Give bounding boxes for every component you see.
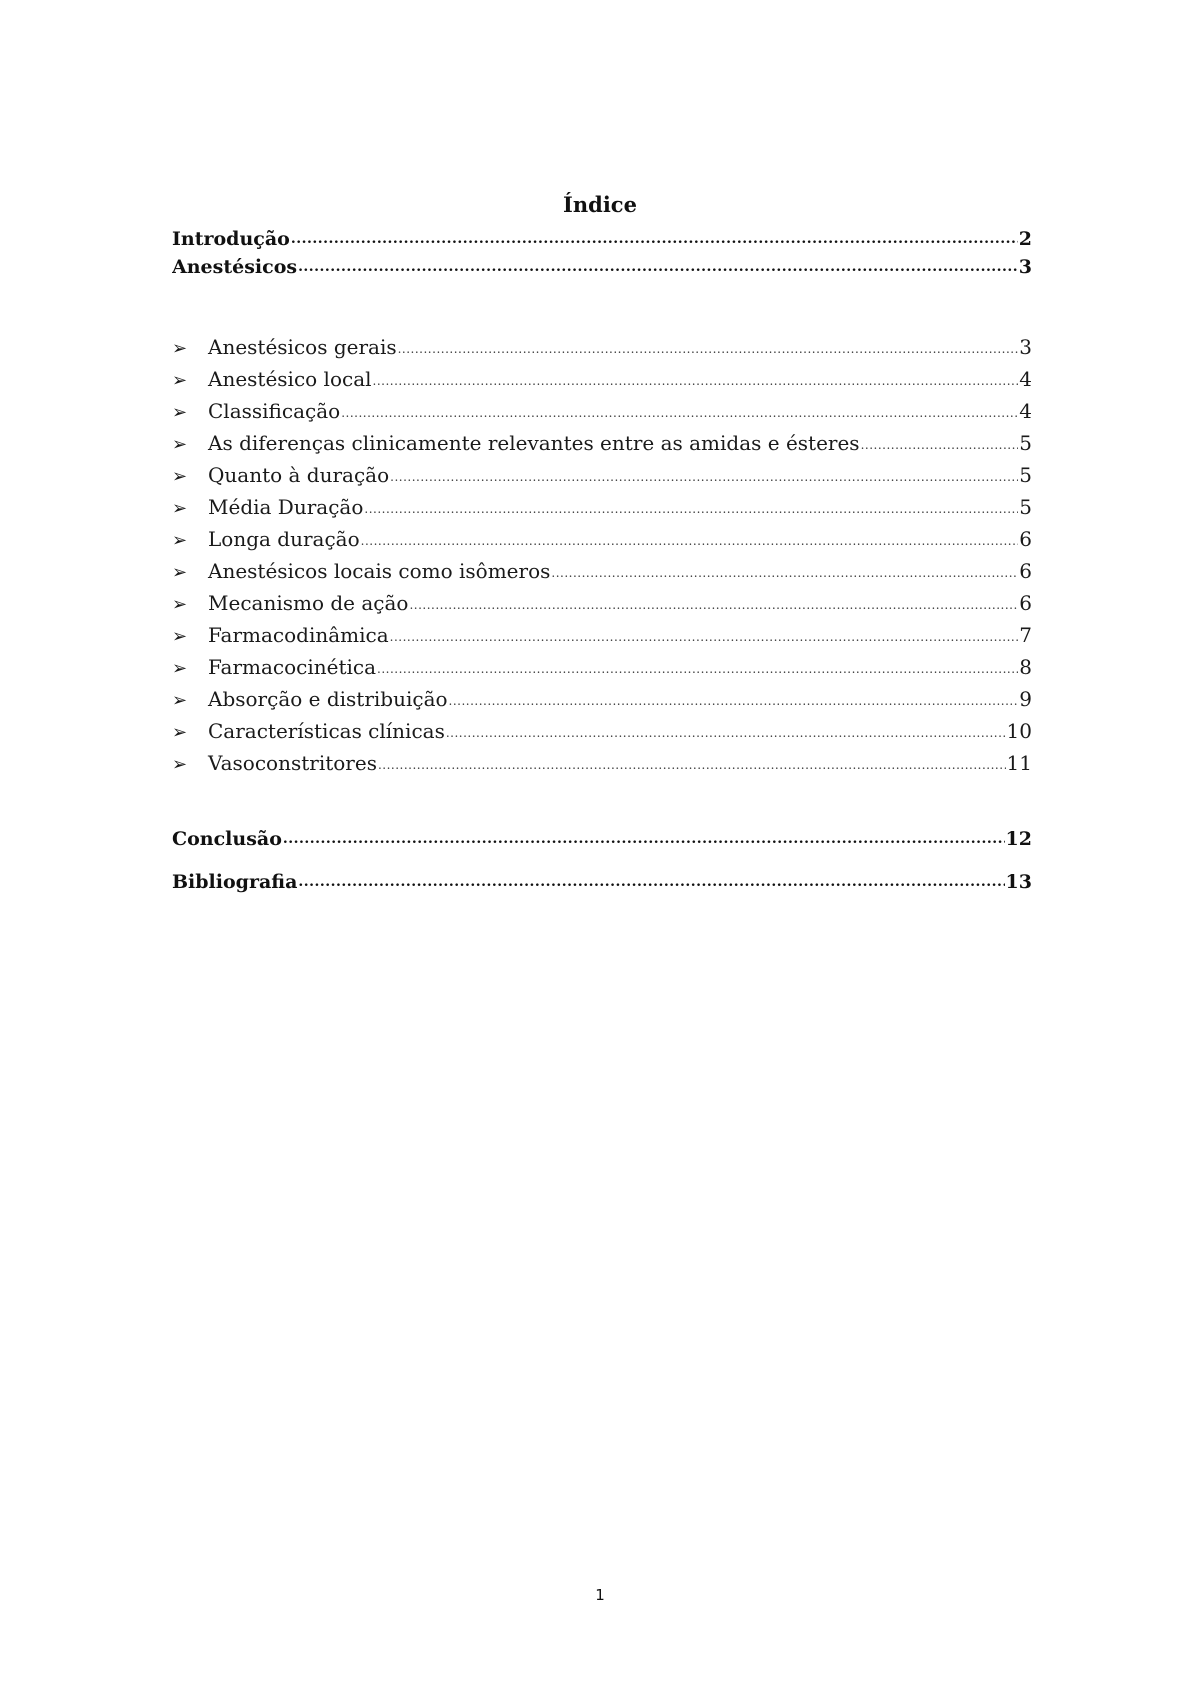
toc-entry-label: Bibliografia bbox=[172, 871, 298, 893]
arrow-bullet-icon: ➢ bbox=[172, 370, 188, 391]
toc-entry-label: Longa duração bbox=[208, 527, 360, 551]
toc-sub-entry bbox=[172, 494, 1032, 519]
dot-leader bbox=[861, 430, 1019, 450]
toc-entry-page: 6 bbox=[1019, 591, 1032, 615]
toc-sub-entry bbox=[172, 622, 1032, 647]
toc-entry-label: Anestésicos bbox=[172, 256, 298, 278]
arrow-bullet-icon: ➢ bbox=[172, 658, 188, 679]
toc-entry-label: Classificação bbox=[208, 399, 341, 423]
dot-leader bbox=[298, 869, 1004, 888]
dot-leader bbox=[291, 226, 1018, 245]
toc-entry-page: 2 bbox=[1018, 228, 1032, 250]
toc-entry-page: 3 bbox=[1018, 256, 1032, 278]
dot-leader bbox=[409, 590, 1018, 610]
toc-entry-page: 10 bbox=[1006, 719, 1032, 743]
arrow-bullet-icon: ➢ bbox=[172, 402, 188, 423]
dot-leader bbox=[377, 654, 1018, 674]
toc-entry-label: Características clínicas bbox=[208, 719, 445, 743]
toc-entry-page: 4 bbox=[1019, 399, 1032, 423]
toc-entry-page: 5 bbox=[1019, 495, 1032, 519]
toc-entry-label: Mecanismo de ação bbox=[208, 591, 409, 615]
dot-leader bbox=[361, 526, 1019, 546]
arrow-bullet-icon: ➢ bbox=[172, 338, 188, 359]
dot-leader bbox=[551, 558, 1018, 578]
toc-sub-entry bbox=[172, 334, 1032, 359]
toc-entry-page: 5 bbox=[1019, 463, 1032, 487]
dot-leader bbox=[283, 826, 1005, 845]
toc-entry-page: 5 bbox=[1019, 431, 1032, 455]
toc-sub-entry bbox=[172, 590, 1032, 615]
toc-sub-entry bbox=[172, 430, 1032, 455]
toc-entry-label: Farmacocinética bbox=[208, 655, 377, 679]
toc-entry-page: 12 bbox=[1005, 828, 1032, 850]
toc-entry-label: Anestésico local bbox=[208, 367, 372, 391]
toc-entry-page: 6 bbox=[1019, 559, 1032, 583]
toc-entry-conclusao bbox=[172, 826, 1032, 850]
toc-entry-label: Anestésicos gerais bbox=[208, 335, 397, 359]
dot-leader bbox=[298, 254, 1018, 273]
dot-leader bbox=[364, 494, 1018, 514]
toc-entry-page: 9 bbox=[1019, 687, 1032, 711]
toc-entry-introducao bbox=[172, 226, 1032, 250]
dot-leader bbox=[373, 366, 1019, 386]
toc-entry-page: 11 bbox=[1006, 751, 1032, 775]
toc-entry-label: Farmacodinâmica bbox=[208, 623, 389, 647]
dot-leader bbox=[449, 686, 1019, 706]
toc-entry-label: Vasoconstritores bbox=[208, 751, 377, 775]
toc-entry-label: As diferenças clinicamente relevantes entre as amidas e ésteres bbox=[208, 431, 860, 455]
arrow-bullet-icon: ➢ bbox=[172, 434, 188, 455]
arrow-bullet-icon: ➢ bbox=[172, 754, 188, 775]
toc-entry-bibliografia bbox=[172, 869, 1032, 893]
dot-leader bbox=[378, 750, 1006, 770]
dot-leader bbox=[446, 718, 1006, 738]
toc-sub-entry bbox=[172, 654, 1032, 679]
toc-sub-entry bbox=[172, 366, 1032, 391]
arrow-bullet-icon: ➢ bbox=[172, 626, 188, 647]
arrow-bullet-icon: ➢ bbox=[172, 690, 188, 711]
toc-entry-label: Absorção e distribuição bbox=[208, 687, 448, 711]
arrow-bullet-icon: ➢ bbox=[172, 530, 188, 551]
toc-sub-entry bbox=[172, 558, 1032, 583]
toc-entry-anestesicos bbox=[172, 254, 1032, 278]
arrow-bullet-icon: ➢ bbox=[172, 594, 188, 615]
toc-sub-entry bbox=[172, 526, 1032, 551]
toc-entry-page: 4 bbox=[1019, 367, 1032, 391]
arrow-bullet-icon: ➢ bbox=[172, 498, 188, 519]
toc-sub-entry bbox=[172, 750, 1032, 775]
arrow-bullet-icon: ➢ bbox=[172, 562, 188, 583]
dot-leader bbox=[390, 462, 1018, 482]
toc-entry-label: Quanto à duração bbox=[208, 463, 390, 487]
toc-entry-page: 7 bbox=[1019, 623, 1032, 647]
toc-sub-entry bbox=[172, 686, 1032, 711]
page-number: 1 bbox=[595, 1586, 605, 1604]
toc-sub-entry bbox=[172, 462, 1032, 487]
toc-sub-entry bbox=[172, 718, 1032, 743]
toc-entry-page: 3 bbox=[1019, 335, 1032, 359]
arrow-bullet-icon: ➢ bbox=[172, 722, 188, 743]
toc-entry-page: 6 bbox=[1019, 527, 1032, 551]
toc-sub-entry bbox=[172, 398, 1032, 423]
toc-entry-label: Introdução bbox=[172, 228, 290, 250]
toc-entry-page: 13 bbox=[1005, 871, 1032, 893]
toc-entry-label: Média Duração bbox=[208, 495, 364, 519]
dot-leader bbox=[341, 398, 1018, 418]
arrow-bullet-icon: ➢ bbox=[172, 466, 188, 487]
toc-entry-label: Conclusão bbox=[172, 828, 282, 850]
dot-leader bbox=[390, 622, 1019, 642]
page-title: Índice bbox=[563, 192, 637, 217]
toc-entry-page: 8 bbox=[1019, 655, 1032, 679]
dot-leader bbox=[398, 334, 1019, 354]
toc-entry-label: Anestésicos locais como isômeros bbox=[208, 559, 551, 583]
